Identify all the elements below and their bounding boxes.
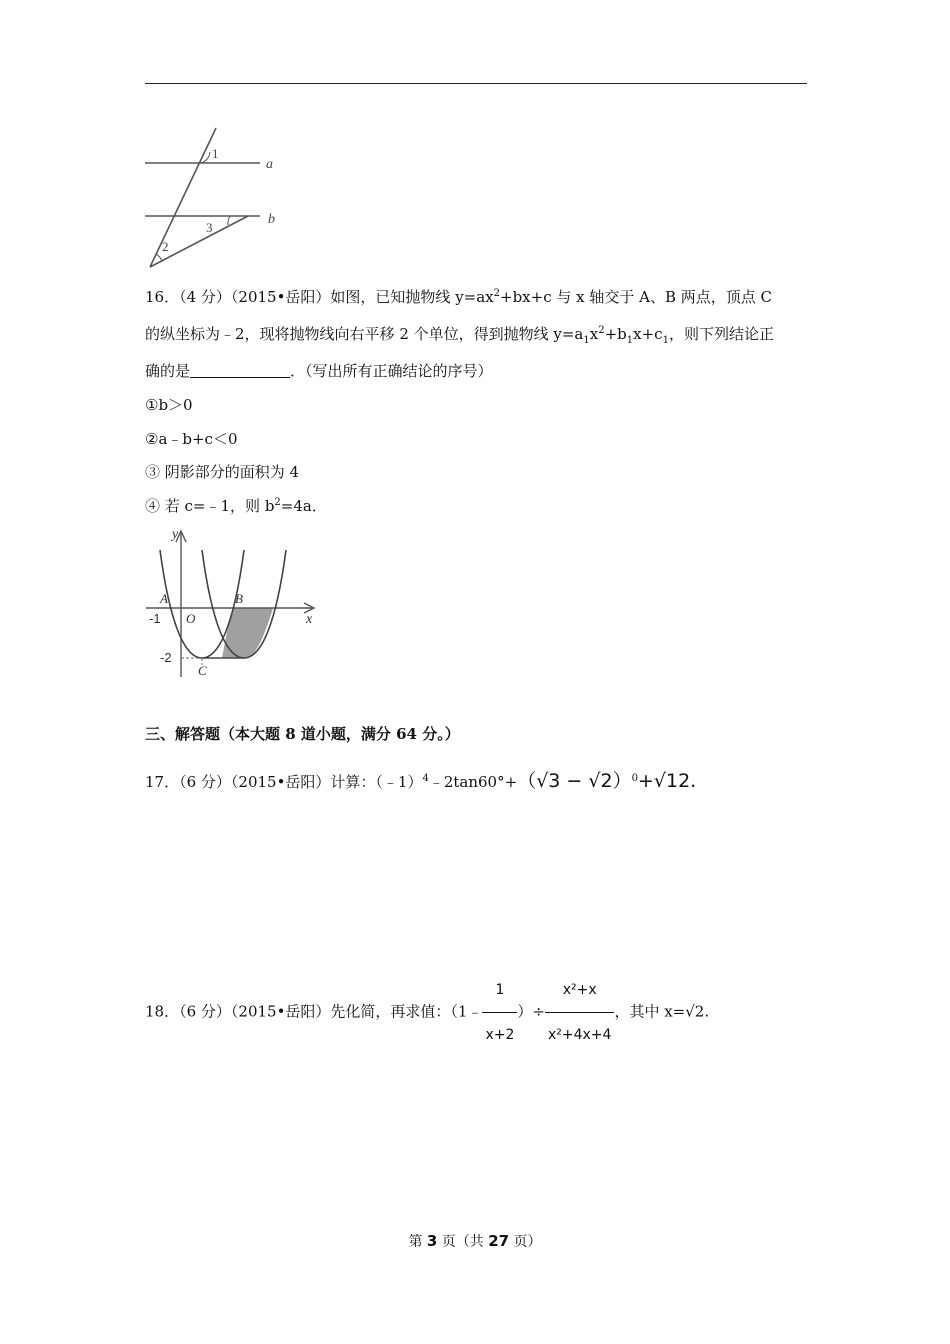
figure-parabolas — [140, 525, 330, 685]
q16-line-1: 16．（4 分）（2015•岳阳）如图，已知抛物线 $y=ax^2+bx+c$ 与 x 轴交于 A、B 两点，顶点 C — [145, 288, 773, 306]
fig2-label-C: C — [198, 663, 207, 678]
figure-parallel-lines — [140, 122, 290, 272]
fraction-2: $\frac{\text{x²+x}}{\text{x²+4x+4}}$ — [545, 968, 614, 1057]
fig2-label-B: B — [235, 591, 243, 606]
q16-option-1: ①b＞0 — [145, 396, 193, 414]
fig1-label-a: a — [266, 157, 273, 172]
fig2-label-y: y — [172, 527, 179, 542]
fig1-label-1: 1 — [212, 146, 219, 161]
q16-option-4: ④ 若 c=﹣1，则 $b^2=4a$． — [145, 497, 327, 515]
q17-line: 17．（6 分）（2015•岳阳）计算：（﹣1）$^4$﹣2tan60°+（√3 − √2）$^0$+√12. — [145, 770, 697, 792]
page-number: 3 — [426, 1232, 438, 1250]
page-footer: 第 3 页（共 27 页） — [408, 1232, 542, 1250]
answer-blank[interactable] — [190, 363, 290, 378]
q16-line-3: 确的是 ．（写出所有正确结论的序号） — [145, 362, 493, 380]
fig2-label-O: O — [186, 611, 196, 626]
fig1-label-b: b — [268, 212, 275, 227]
fig1-label-2: 2 — [162, 239, 169, 254]
fig2-label-minus2: -2 — [160, 650, 172, 665]
fig1-label-3: 3 — [206, 220, 213, 235]
q16-line-2: 的纵坐标为﹣2，现将抛物线向右平移 2 个单位，得到抛物线 $y=a_1x^2+b_1x+c_1$，则下列结论正 — [145, 325, 774, 346]
header-rule — [145, 83, 807, 84]
q18-line: 18．（6 分）（2015•岳阳）先化简，再求值：（1﹣ $\frac{1}{x+2}$ ）÷ $\frac{\text{x²+x}}{\text{x²+4x+4}}$ ，其中 x=√2. — [145, 968, 709, 1057]
page-total: 27 — [488, 1232, 510, 1250]
fig2-label-A: A — [160, 591, 168, 606]
fraction-1: $\frac{1}{x+2}$ — [482, 968, 517, 1057]
section-3-title: 三、解答题（本大题 8 道小题，满分 64 分。） — [145, 725, 460, 743]
fig2-label-minus1: -1 — [149, 611, 161, 626]
q16-option-3: ③ 阴影部分的面积为 4 — [145, 463, 300, 481]
fig2-label-x: x — [306, 612, 313, 627]
q16-option-2: ②a﹣b+c＜0 — [145, 430, 238, 448]
